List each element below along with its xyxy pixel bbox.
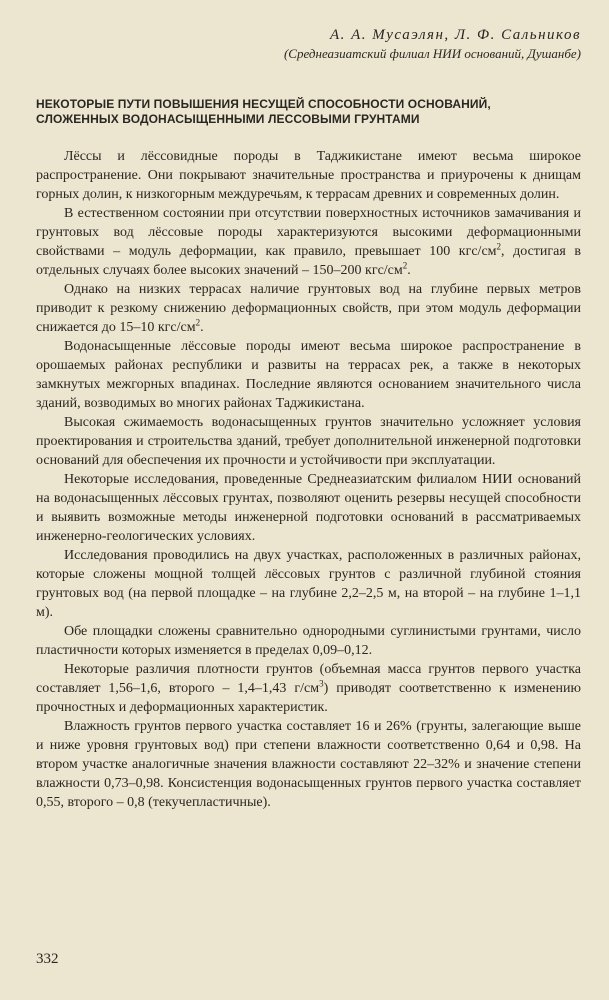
- paragraph-1: Лёссы и лёссовидные породы в Таджикистане имеют весьма широкое распространение. Они покрывают значительные пространства и приурочены к днищам горных долин, к низкогорным междуречьям, к террасам древних и современных долин.: [36, 149, 581, 202]
- paragraph-10: Влажность грунтов первого участка составляет 16 и 26% (грунты, залегающие выше и ниже уровня грунтовых вод) при степени влажности соответственно 0,64 и 0,98. На втором участке аналогичные значения влажности составляют 22–32% и значение степени влажности 0,73–0,98. Консистенция водонасыщенных грунтов первого участка составляет 0,55, второго – 0,8 (текучепластичные).: [36, 719, 581, 810]
- paragraph-8: Обе площадки сложены сравнительно однородными суглинистыми грунтами, число пластичности которых изменяется в пределах 0,09–0,12.: [36, 624, 581, 658]
- p2-superscript-1: 2: [496, 241, 502, 252]
- article-body: [36, 147, 581, 812]
- paragraph-7: Исследования проводились на двух участках, расположенных в различных районах, которые сложены мощной толщей лёссовых грунтов с различной глубиной стояния грунтовых вод (на первой площадке – на глубине 2,2–2,5 м, на второй – на глубине 1–1,1 м).: [36, 548, 581, 620]
- p3-text-a: Однако на низких террасах наличие грунтовых вод на глубине первых метров приводит к резкому снижению деформационных свойств, при этом модуль деформации снижается до 15–10 кгс/см: [36, 282, 581, 335]
- paragraph-9: [36, 660, 581, 717]
- p2-text-b: , достигая в отдельных случаях более высоких значений – 150–200 кгс/см: [36, 244, 581, 278]
- article-title: [36, 97, 581, 127]
- page-number: 332: [36, 951, 59, 967]
- p3-superscript: 2: [195, 317, 201, 328]
- paragraph-5: Высокая сжимаемость водонасыщенных грунтов значительно усложняет условия проектирования и строительства зданий, требует дополнительной инженерной подготовки оснований для обеспечения их прочности и устойчивости при эксплуатации.: [36, 415, 581, 468]
- title-line-2: СЛОЖЕННЫХ ВОДОНАСЫЩЕННЫМИ ЛЕССОВЫМИ ГРУНТАМИ: [36, 112, 420, 126]
- paragraph-6: Некоторые исследования, проведенные Среднеазиатским филиалом НИИ оснований на водонасыщенных лёссовых грунтах, позволяют оценить резервы несущей способности и выявить возможные методы инженерной подготовки оснований в рассматриваемых инженерно-геологических условиях.: [36, 472, 581, 544]
- p9-superscript: 3: [319, 678, 324, 689]
- authors: А. А. Мусаэлян, Л. Ф. Сальников: [329, 27, 581, 43]
- p3-text-b: .: [200, 320, 204, 335]
- p9-text-a: Некоторые различия плотности грунтов (объемная масса грунтов первого участка составляет 1,56–1,6, второго – 1,4–1,43 г/см: [36, 662, 581, 696]
- p2-text-c: .: [407, 263, 411, 278]
- paragraph-4: Водонасыщенные лёссовые породы имеют весьма широкое распространение в орошаемых районах республики и развиты на террасах рек, а также в некоторых замкнутых межгорных впадинах. Последние являются основанием значительного числа зданий, возводимых во многих районах Таджикистана.: [36, 339, 581, 411]
- p2-text-a: В естественном состоянии при отсутствии поверхностных источников замачивания и грунтовых вод лёссовые породы характеризуются высокими деформационными свойствами – модуль деформации, как правило, превышает 100 кгс/см: [36, 206, 581, 259]
- paragraph-3: [36, 280, 581, 337]
- paragraph-2: [36, 204, 581, 280]
- p9-text-b: ) приводят соответственно к изменению прочностных и деформационных характеристик.: [36, 681, 581, 715]
- title-line-1: НЕКОТОРЫЕ ПУТИ ПОВЫШЕНИЯ НЕСУЩЕЙ СПОСОБНОСТИ ОСНОВАНИЙ,: [36, 97, 491, 111]
- affiliation: (Среднеазиатский филиал НИИ оснований, Душанбе): [283, 46, 581, 61]
- p2-superscript-2: 2: [402, 260, 408, 271]
